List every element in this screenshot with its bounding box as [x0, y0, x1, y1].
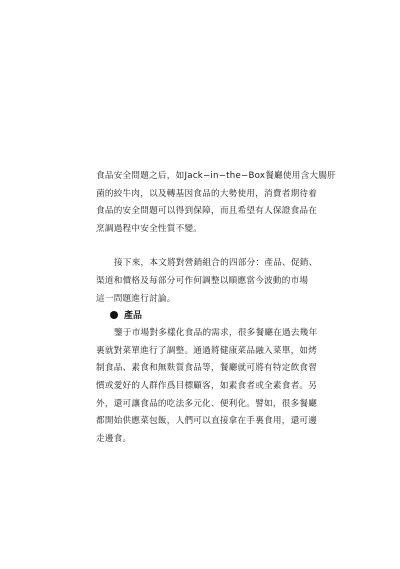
text-line: 渠道和價格及每部分可作何調整以順應當今波動的市場	[96, 275, 309, 286]
bullet-icon	[110, 311, 118, 319]
text-line: 菌的絞牛肉，以及轉基因食品的大勢使用，消費者期待着	[96, 188, 318, 199]
text-line: 這一問題進行討論。	[96, 293, 176, 304]
text-line: 烹調過程中安全性質不變。	[96, 223, 203, 234]
text-line: 慣或愛好的人群作爲目標顧客，如素食者或全素食者。另	[96, 380, 318, 391]
text-line: 制食品、素食和無麩質食品等，餐廳就可將有特定飲食習	[96, 363, 318, 374]
text-line: 都開始供應菜包飯，人們可以直接拿在手裏食用，還可邊	[96, 416, 318, 427]
text-line: 食品安全問題之后，如Jack−in−the−Box餐廳使用含大腸肝	[96, 171, 336, 181]
section-heading-text: 產品	[124, 311, 143, 322]
paragraph-product	[96, 325, 396, 448]
text-line: 接下來，本文將對營銷組合的四部分：產品、促銷、	[114, 258, 318, 269]
text-line: 外，還可讓食品的吃法多元化、便利化。譬如，很多餐廳	[96, 398, 318, 409]
text-line: 鑒于市場對多樣化食品的需求，很多餐廳在過去幾年	[114, 328, 318, 339]
paragraph-marketing-mix	[96, 255, 396, 308]
text-line: 走邊食。	[96, 433, 132, 444]
right-column-text	[96, 168, 396, 448]
text-line: 裏就對菜單進行了調整。通過將健康菜品融入菜單，如烤	[96, 345, 318, 356]
paragraph-food-safety	[96, 168, 396, 238]
section-heading-product	[110, 308, 396, 325]
paragraph-gap	[96, 238, 396, 255]
text-line: 食品的安全問題可以得到保障，而且希望有人保證食品在	[96, 206, 318, 217]
